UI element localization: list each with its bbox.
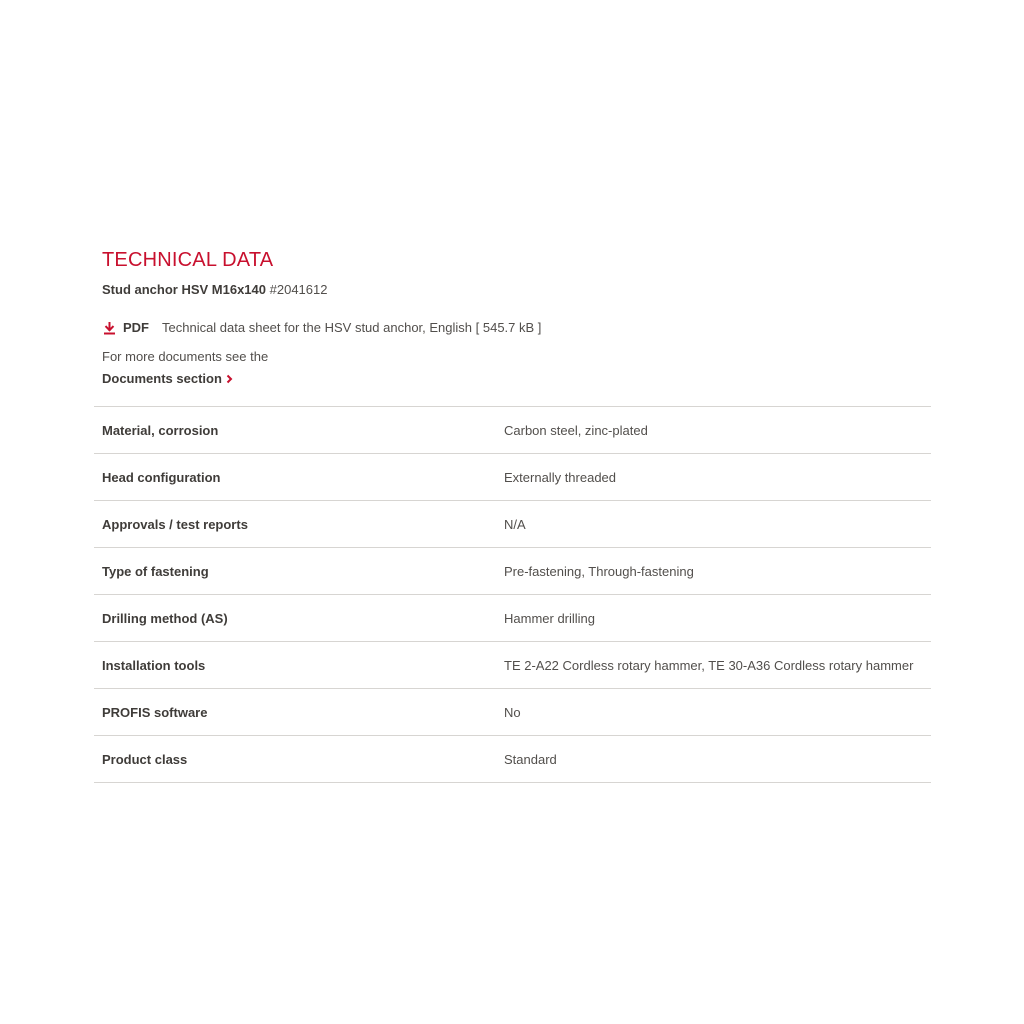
spec-value: N/A [504, 516, 526, 532]
spec-table [94, 406, 931, 783]
table-row [94, 407, 931, 454]
table-row [94, 595, 931, 642]
more-documents-text: For more documents see the [102, 349, 269, 364]
table-row [94, 689, 931, 736]
spec-value: Standard [504, 751, 557, 767]
product-line [102, 281, 931, 299]
section-title: TECHNICAL DATA [102, 249, 274, 271]
product-name: Stud anchor HSV M16x140 [102, 282, 266, 297]
spec-value: TE 2-A22 Cordless rotary hammer, TE 30-A36 Cordless rotary hammer [504, 657, 914, 673]
document-row [102, 319, 931, 337]
spec-value: No [504, 704, 521, 720]
table-row [94, 736, 931, 783]
spec-label: PROFIS software [102, 704, 208, 720]
table-row [94, 642, 931, 689]
spec-label: Approvals / test reports [102, 516, 248, 532]
spec-value: Hammer drilling [504, 610, 596, 626]
table-row [94, 548, 931, 595]
technical-data-section [94, 246, 931, 783]
spec-value: Carbon steel, zinc-plated [504, 422, 648, 438]
product-item-number: #2041612 [269, 282, 328, 297]
spec-label: Head configuration [102, 469, 221, 485]
technical-data-header [94, 246, 931, 388]
spec-value: Externally threaded [504, 469, 617, 485]
chevron-right-icon [226, 374, 233, 384]
spec-label: Material, corrosion [102, 422, 219, 438]
table-row [94, 501, 931, 548]
pdf-download-link[interactable]: PDF [123, 320, 149, 335]
spec-label: Product class [102, 751, 188, 767]
table-row [94, 454, 931, 501]
document-description[interactable]: Technical data sheet for the HSV stud anchor, English [ 545.7 kB ] [162, 320, 542, 335]
spec-label: Type of fastening [102, 563, 209, 579]
spec-value: Pre-fastening, Through-fastening [504, 563, 694, 579]
spec-label: Installation tools [102, 657, 206, 673]
download-icon[interactable] [102, 321, 116, 335]
spec-label: Drilling method (AS) [102, 610, 228, 626]
documents-section-link-label: Documents section [102, 371, 222, 386]
documents-section-link[interactable] [102, 370, 233, 388]
